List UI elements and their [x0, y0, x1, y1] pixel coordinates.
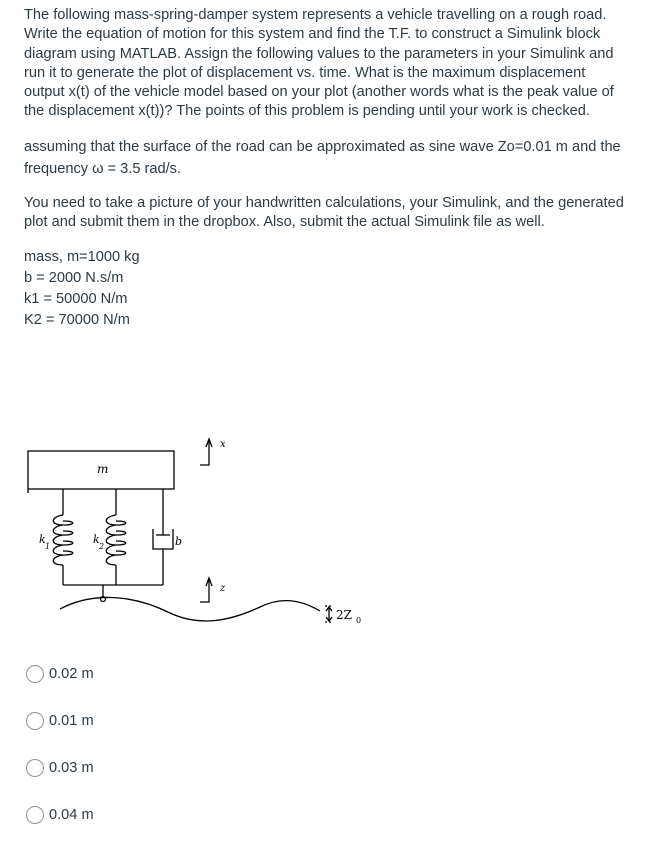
road-condition-paragraph: assuming that the surface of the road can be approximated as sine wave Zo=0.01 m and the frequency ω = 3.5 rad/s.: [24, 138, 621, 177]
amplitude-subscript: 0: [356, 616, 362, 625]
damper-label: b: [175, 535, 183, 548]
answer-label: 0.01 m: [49, 713, 94, 729]
amplitude-marker: [325, 606, 333, 622]
param-k1: k1 = 50000 N/m: [24, 291, 128, 308]
param-mass: mass, m=1000 kg: [24, 249, 140, 266]
k1-subscript: 1: [45, 542, 51, 551]
question-text: [24, 6, 624, 331]
x-displacement-arrow: [200, 439, 212, 465]
road-surface: [60, 597, 320, 621]
radio-button[interactable]: [26, 665, 44, 683]
k1-label: k: [39, 533, 46, 546]
x-label: x: [220, 439, 226, 450]
k2-subscript: 2: [99, 542, 105, 551]
answer-option-1[interactable]: [26, 665, 94, 683]
answer-option-2[interactable]: [26, 712, 94, 730]
mass-spring-damper-diagram: [20, 425, 380, 635]
damper-b: [153, 489, 173, 585]
spring-k2: [106, 489, 126, 585]
radio-button[interactable]: [26, 759, 44, 777]
mass-label: m: [97, 462, 109, 476]
answer-option-4[interactable]: [26, 806, 94, 824]
answer-label: 0.02 m: [49, 666, 94, 682]
k2-label: k: [93, 533, 100, 546]
radio-button[interactable]: [26, 712, 44, 730]
submission-instructions: You need to take a picture of your handwritten calculations, your Simulink, and the generated plot and submit them in the dropbox. Also, submit the actual Simulink file as well.: [24, 194, 624, 231]
param-k2: K2 = 70000 N/m: [24, 312, 130, 329]
answer-option-3[interactable]: [26, 759, 94, 777]
z-label: z: [220, 583, 226, 594]
answer-label: 0.04 m: [49, 807, 94, 823]
amplitude-label: 2Z: [336, 608, 352, 622]
param-damping: b = 2000 N.s/m: [24, 270, 124, 287]
answer-label: 0.03 m: [49, 760, 94, 776]
radio-button[interactable]: [26, 806, 44, 824]
z-displacement-arrow: [200, 578, 212, 602]
question-paragraph: The following mass-spring-damper system represents a vehicle travelling on a rough road. Write the equation of motion for this system and find the T.F. to construct a Simulink block diagram using MATLAB. Assign the following values to the parameters in your Simulink and run it to generate the plot of displacement vs. time. What is the maximum displacement output x(t) of the vehicle model based on your plot (another words what is the peak value of the displacement x(t))? The points of this problem is pending until your work is checked.: [24, 7, 614, 120]
